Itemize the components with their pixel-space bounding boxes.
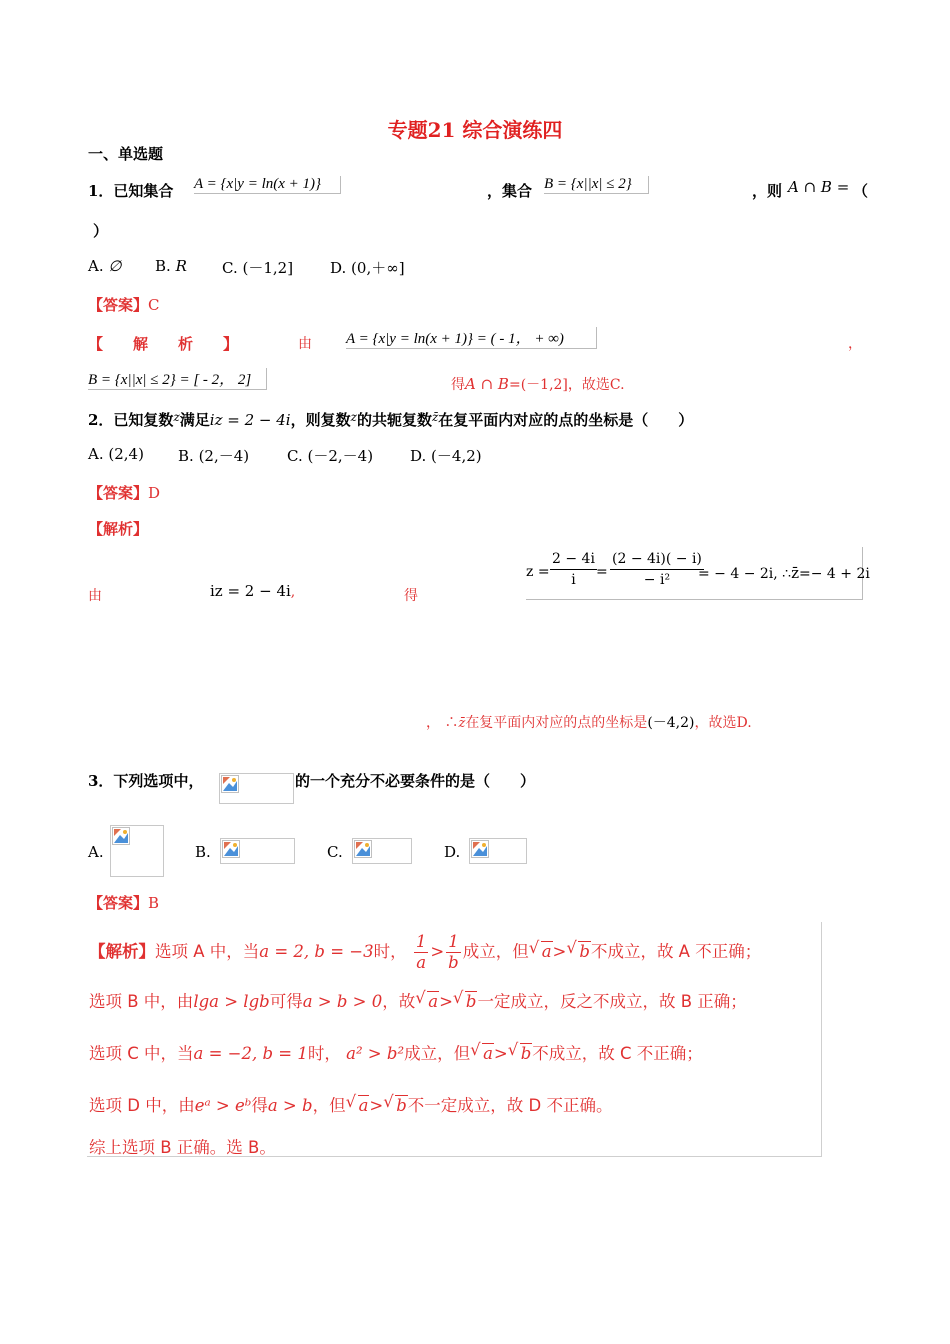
q2-stem: 2．已知复数$^z$满足iz = 2 − 4i，则复数$^z$的共轭复数$^{z̄}$在复平面内对应的点的坐标是（ ） bbox=[88, 410, 694, 429]
q2-eq2: = bbox=[596, 564, 608, 580]
q3-stem-b: 的一个充分不必要条件的是（ ） bbox=[295, 772, 536, 790]
q1-option-a: A. ∅ bbox=[88, 257, 122, 275]
q3-option-b-label: B. bbox=[195, 843, 211, 861]
q1-analysis-label: 【 解 析 】 bbox=[88, 335, 239, 353]
q3-solution-line-1: 【解析】选项 A 中，当a = 2, b = −3时， $\frac{1}{a}$ > $\frac{1}{b}$ 成立，但√ a>√ b不成立，故 A 不正确； bbox=[89, 932, 761, 973]
broken-image-icon bbox=[110, 825, 164, 877]
q1-eq-b: B = {x||x| ≤ 2} = [ - 2， 2] bbox=[88, 368, 267, 390]
q1-intersection: A ∩ B = bbox=[788, 178, 850, 196]
section-heading: 一、单选题 bbox=[88, 145, 164, 163]
q2-frac-1: $\frac{2 - 4i}{i}$ bbox=[552, 551, 595, 588]
q1-comma: ， bbox=[848, 336, 862, 352]
page-title: 专题21 综合演练四 bbox=[387, 118, 563, 142]
q2-given: iz = 2 − 4i, bbox=[210, 582, 296, 600]
q1-answer: 【答案】C bbox=[88, 296, 160, 314]
q2-tail: = − 4 − 2i, ∴z̄=− 4 + 2i bbox=[698, 564, 870, 582]
q2-analysis-you: 由 bbox=[88, 588, 102, 604]
q1-set-b-formula: B = {x||x| ≤ 2} bbox=[544, 176, 649, 194]
q2-z-derivation bbox=[526, 547, 870, 600]
q1-stem-a: 1．已知集合 bbox=[88, 182, 174, 200]
q3-solution-line-5: 综上选项 B 正确。选 B。 bbox=[89, 1138, 276, 1157]
q2-analysis-label: 【解析】 bbox=[88, 520, 149, 538]
q1-option-d: D. (0,＋∞] bbox=[330, 259, 405, 277]
q3-stem-a: 3．下列选项中， bbox=[88, 772, 204, 790]
q2-de: 得 bbox=[404, 588, 418, 604]
broken-image-icon bbox=[352, 838, 412, 864]
q1-stem-c: ，则 bbox=[752, 182, 783, 200]
q2-option-b: B. (2,－4) bbox=[178, 447, 250, 465]
q1-paren-open: （ bbox=[853, 182, 869, 200]
q3-option-a-label: A. bbox=[88, 843, 104, 861]
q3-answer: 【答案】B bbox=[88, 894, 160, 912]
q2-answer: 【答案】D bbox=[88, 484, 161, 502]
q3-solution-line-3: 选项 C 中，当a = −2, b = 1时， a² > b²成立，但√ a>√ b不成立，故 C 不正确； bbox=[89, 1040, 703, 1064]
q1-stem-b: ，集合 bbox=[487, 182, 533, 200]
q1-paren-close: ） bbox=[93, 222, 109, 240]
broken-image-icon bbox=[220, 838, 295, 864]
q2-option-d: D. (－4,2) bbox=[410, 447, 482, 465]
q1-eq-a: A = {x|y = ln(x + 1)} = ( - 1， + ∞) bbox=[346, 327, 597, 349]
q3-solution-line-4: 选项 D 中，由eᵃ > eᵇ得a > b，但√ a>√ b不一定成立，故 D 不正确。 bbox=[89, 1092, 613, 1116]
q3-option-d-label: D. bbox=[444, 843, 461, 861]
q1-set-a-formula: A = {x|y = ln(x + 1)} bbox=[194, 176, 341, 194]
q3-option-c-label: C. bbox=[327, 843, 343, 861]
q2-option-a: A. (2,4) bbox=[88, 445, 144, 463]
q2-conclusion: ， ∴z̄在复平面内对应的点的坐标是(－4,2)，故选D. bbox=[426, 715, 752, 731]
q1-result: 得A ∩ B=(－1,2]，故选C. bbox=[451, 375, 625, 393]
broken-image-icon bbox=[469, 838, 527, 864]
q1-option-b: B. R bbox=[155, 257, 187, 275]
q1-analysis-you: 由 bbox=[298, 336, 312, 352]
q2-frac-2: $\frac{(2 - 4i)( - i)}{\text{− i²}}$ bbox=[612, 551, 702, 588]
q3-solution-line-2: 选项 B 中，由lga > lgb可得a > b > 0，故√ a>√ b一定成立，反之不成立，故 B 正确； bbox=[89, 988, 747, 1012]
q2-option-c: C. (－2,－4) bbox=[287, 447, 374, 465]
q1-option-c: C. (－1,2] bbox=[222, 259, 294, 277]
q2-z-eq: z = bbox=[526, 564, 550, 580]
broken-image-icon bbox=[219, 773, 294, 804]
